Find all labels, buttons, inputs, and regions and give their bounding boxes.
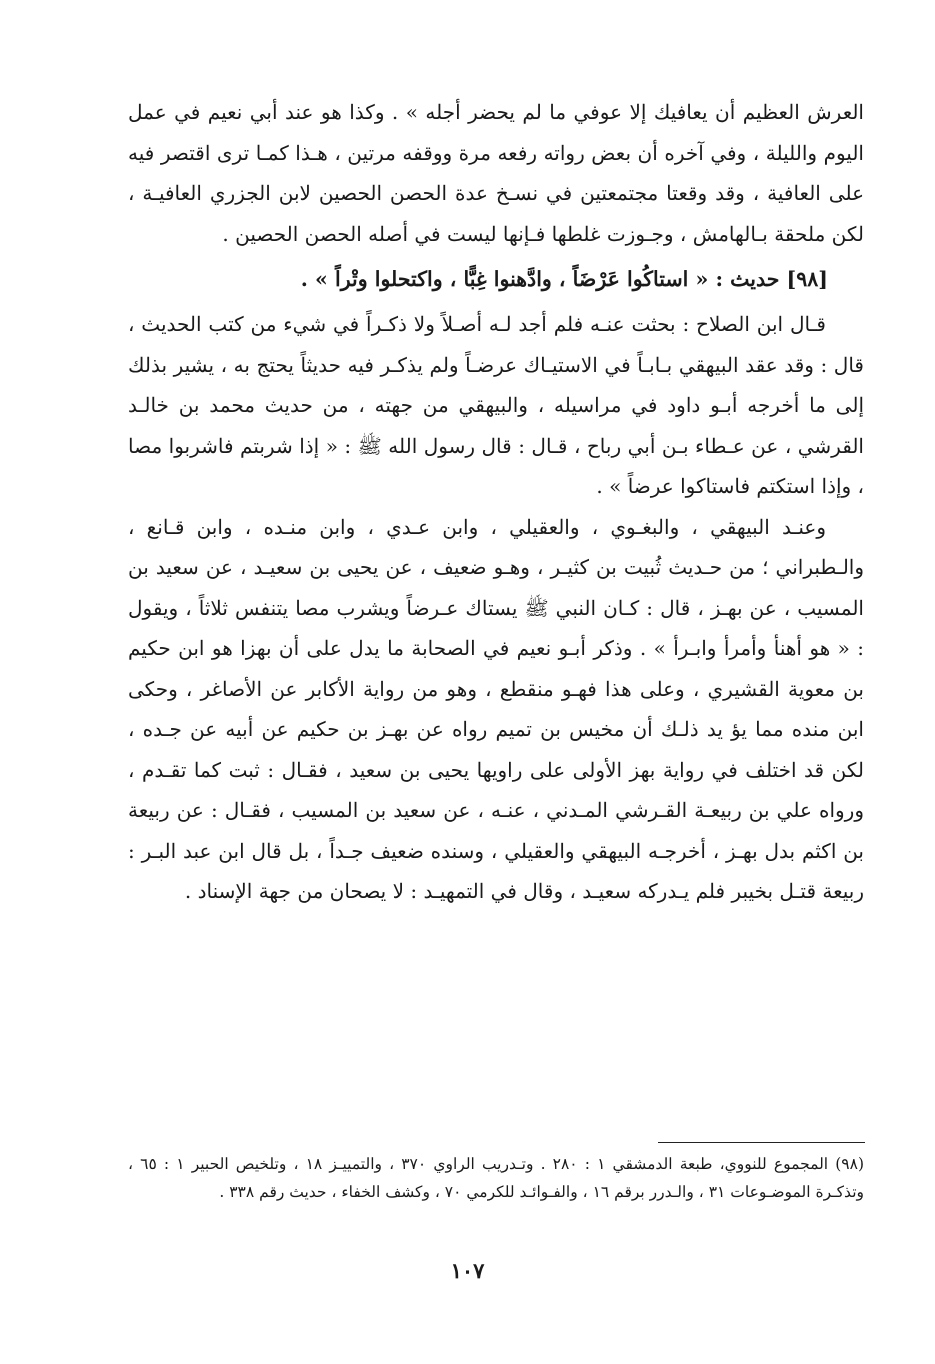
- page-body: [128, 92, 864, 912]
- paragraph-continuation: العرش العظيم أن يعافيك إلا عوفي ما لم يحضر أجله » . وكذا هو عند أبي نعيم في عمل اليوم والليلة ، وفي آخره أن بعض رواته رفعه مرة ووقفه مرتين ، هـذا كمـا ترى اقتصر فيه على العافية ، وقد وقعتا مجتمعتين في نسـخ عدة الحصن الحصين لابن الجزري العافيـة ، لكن ملحقة بـالهامش ، وجـوزت غلطها فـإنها ليست في أصله الحصن الحصين .: [128, 100, 864, 246]
- hadith-heading: [٩٨] حديث : « استاكُوا عَرْضَاً ، وادَّهنوا غِبًّا ، واكتحلوا وتْراً » .: [300, 267, 828, 291]
- footnote: (٩٨) المجموع للنووي، طبعة الدمشقي ١ : ٢٨٠ . وتـدريب الراوي ٣٧٠ ، والتمييـز ١٨ ، وتلخيص الحبير ١ : ٦٥ ، وتذكـرة الموضـوعات ٣١ ، والـدرر برقم ١٦ ، والفـوائـد للكرمي ٧٠ ، وكشف الخفاء ، حديث رقم ٣٣٨ .: [128, 1155, 864, 1201]
- page-number: ١٠٧: [450, 1258, 485, 1283]
- footnote-divider: [658, 1142, 865, 1143]
- paragraph-ibn-salah: قـال ابن الصلاح : بحثت عنـه فلم أجد لـه أصـلاً ولا ذكـراً في شيء من كتب الحديث ، قال : وقد عقد البيهقي بـابـاً في الاستيـاك عرضـاً ولم يذكـر فيه حديثاً يحتج به ، يشير بذلك إلى ما أخرجه أبـو داود في مراسيله ، والبيهقي من جهته ، من حديث محمد بن خالـد القرشي ، عن عـطاء بـن أبي رباح ، قـال : قال رسول الله ﷺ : « إذا شربتم فاشربوا مصا ، وإذا استكتم فاستاكوا عرضاً » .: [128, 312, 864, 498]
- paragraph-bayhaqi: وعنـد البيهقي ، والبغـوي ، والعقيلي ، وابن عـدي ، وابن منـده ، وابن قـانع ، والـطبراني ؛ من حـديث ثُبيت بن كثيـر ، وهـو ضعيف ، عن يحيى بن سعيـد ، عن سعيد بن المسيب ، عن بهـز ، قال : كـان النبي ﷺ يستاك عـرضاً ويشرب مصا يتنفس ثلاثاً ، ويقول : « هو أهنأ وأمرأ وابـرأ » . وذكر أبـو نعيم في الصحابة ما يدل على أن بهزا هو ابن حكيم بن معوية القشيري ، وعلى هذا فهـو منقطع ، وهو من رواية الأكابر عن الأصاغر ، وحكى ابن منده مما يؤ يد ذلـك أن مخيس بن تميم رواه عن بهـز بن حكيم عن أبيه عن جـده ، لكن قد اختلف في رواية بهز الأولى على راويها يحيى بن سعيد ، فقـال : ثبت كما تقـدم ، ورواه علي بن ربيعـة القـرشي المـدني ، عنـه ، عن سعيد بن المسيب ، فقـال : عن ربيعة بن اكثم بدل بهـز ، أخرجـه البيهقي والعقيلي ، وسنده ضعيف جـداً ، بل قال ابن عبد البـر : ربيعة قتـل بخيبر فلم يـدركه سعيـد ، وقال في التمهيـد : لا يصحان من جهة الإسناد .: [128, 514, 864, 903]
